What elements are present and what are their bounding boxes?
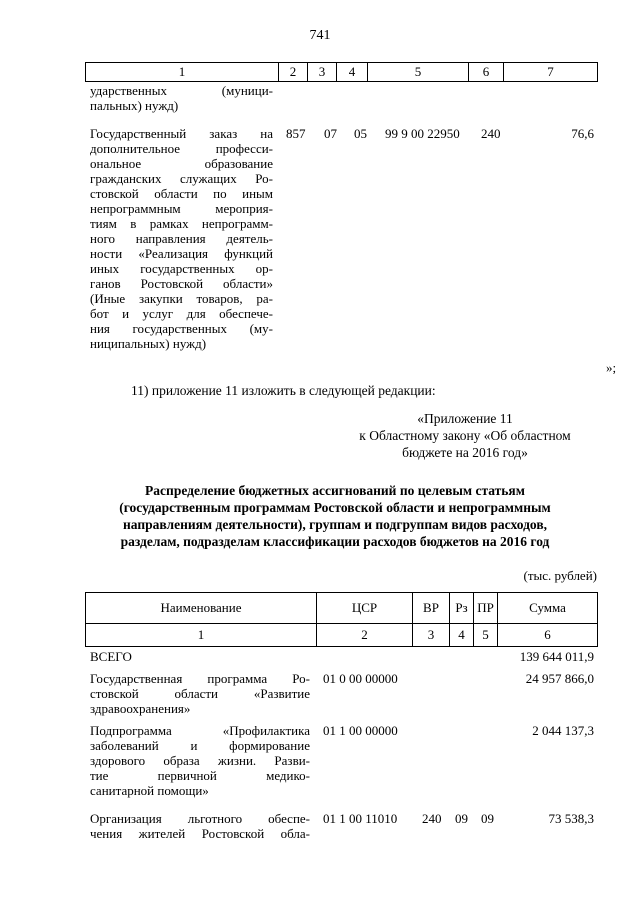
row-name-line: здравоохранения»	[90, 701, 191, 716]
row-csr: 99 9 00 22950	[385, 126, 460, 141]
appendix-line: «Приложение 11	[417, 411, 513, 426]
row-subprogram-sum: 2 044 137,3	[532, 723, 594, 738]
page-number: 741	[309, 28, 331, 43]
closing-quote: »;	[606, 360, 617, 375]
row-pr: 05	[354, 126, 367, 141]
col-header-6: 6	[469, 63, 504, 82]
row-item-csr: 01 1 00 11010	[323, 811, 398, 826]
row-item-name	[90, 811, 310, 841]
budget-table-header	[85, 592, 598, 647]
units-label: (тыс. рублей)	[523, 568, 597, 583]
continued-line: ударственных (муници-	[90, 83, 273, 98]
header-name: Наименование	[86, 593, 317, 624]
row-name-line: ности «Реализация функций	[90, 246, 273, 261]
row-total-sum: 139 644 011,9	[519, 649, 594, 664]
heading-line: (государственным программам Ростовской области и непрограммным	[119, 500, 551, 515]
row-name-line: стовской области по иным	[90, 186, 273, 201]
continued-row-text	[90, 83, 273, 113]
row-subprogram-csr: 01 1 00 00000	[323, 723, 398, 738]
row-name-line: бот и услуг для обеспече-	[90, 306, 273, 321]
appendix-header	[330, 410, 600, 461]
row-name-line: гражданских служащих Ро-	[90, 171, 273, 186]
row-name-line: санитарной помощи»	[90, 783, 209, 798]
row-name-line: здорового образа жизни. Разви-	[90, 753, 310, 768]
row-total-name: ВСЕГО	[90, 649, 132, 664]
continued-line: пальных) нужд)	[90, 98, 179, 113]
header-rz: Рз	[450, 593, 474, 624]
row-sum: 76,6	[571, 126, 594, 141]
row-name-line: тиям в рамках непрограмм-	[90, 216, 273, 231]
row-item-sum: 73 538,3	[548, 811, 594, 826]
row-name-line: ганов Ростовской области»	[90, 276, 273, 291]
header-sum: Сумма	[498, 593, 598, 624]
col-header-2: 2	[279, 63, 308, 82]
row-rz: 07	[324, 126, 337, 141]
row-name-line: тие первичной медико-	[90, 768, 310, 783]
appendix-line: к Областному закону «Об областном	[359, 428, 571, 443]
heading-line: направлениям деятельности), группам и подгруппам видов расходов,	[123, 517, 547, 532]
heading-line: разделам, подразделам классификации расходов бюджетов на 2016 год	[120, 534, 550, 549]
instruction-text: 11) приложение 11 изложить в следующей редакции:	[131, 383, 436, 398]
header-vr: ВР	[413, 593, 450, 624]
col-header-7: 7	[504, 63, 598, 82]
row-name-line: Государственная программа Ро-	[90, 671, 310, 686]
row-name-line: Подпрограмма «Профилактика	[90, 723, 310, 738]
table1-row-name	[90, 126, 273, 351]
header-csr: ЦСР	[317, 593, 413, 624]
col-header-4: 4	[337, 63, 368, 82]
col-header-3: 3	[308, 63, 337, 82]
row-item-pr: 09	[481, 811, 494, 826]
col-header-1: 1	[86, 63, 279, 82]
row-vr: 240	[481, 126, 501, 141]
col-number: 6	[498, 624, 598, 647]
continued-table-header	[85, 62, 598, 82]
col-number: 4	[450, 624, 474, 647]
row-name-line: стовской области «Развитие	[90, 686, 310, 701]
row-name-line: Государственный заказ на	[90, 126, 273, 141]
row-name-line: заболеваний и формирование	[90, 738, 310, 753]
document-heading	[70, 482, 600, 550]
row-name-line: (Иные закупки товаров, ра-	[90, 291, 273, 306]
header-pr: ПР	[474, 593, 498, 624]
row-name-line: иных государственных ор-	[90, 261, 273, 276]
row-name-line: непрограммным мероприя-	[90, 201, 273, 216]
col-number: 2	[317, 624, 413, 647]
heading-line: Распределение бюджетных ассигнований по целевым статьям	[145, 483, 525, 498]
row-name-line: ниципальных) нужд)	[90, 336, 207, 351]
row-item-rz: 09	[455, 811, 468, 826]
row-program-csr: 01 0 00 00000	[323, 671, 398, 686]
row-name-line: чения жителей Ростовской обла-	[90, 826, 310, 841]
row-program-name	[90, 671, 310, 716]
col-number: 1	[86, 624, 317, 647]
col-number: 3	[413, 624, 450, 647]
col-header-5: 5	[368, 63, 469, 82]
row-program-sum: 24 957 866,0	[525, 671, 594, 686]
col-number: 5	[474, 624, 498, 647]
row-name-line: ного направления деятель-	[90, 231, 273, 246]
row-item-vr: 240	[422, 811, 442, 826]
row-name-line: дополнительное професси-	[90, 141, 273, 156]
row-name-line: ния государственных (му-	[90, 321, 273, 336]
row-name-line: ональное образование	[90, 156, 273, 171]
appendix-line: бюджете на 2016 год»	[402, 445, 528, 460]
row-grbs-code: 857	[286, 126, 306, 141]
row-subprogram-name	[90, 723, 310, 798]
row-name-line: Организация льготного обеспе-	[90, 811, 310, 826]
